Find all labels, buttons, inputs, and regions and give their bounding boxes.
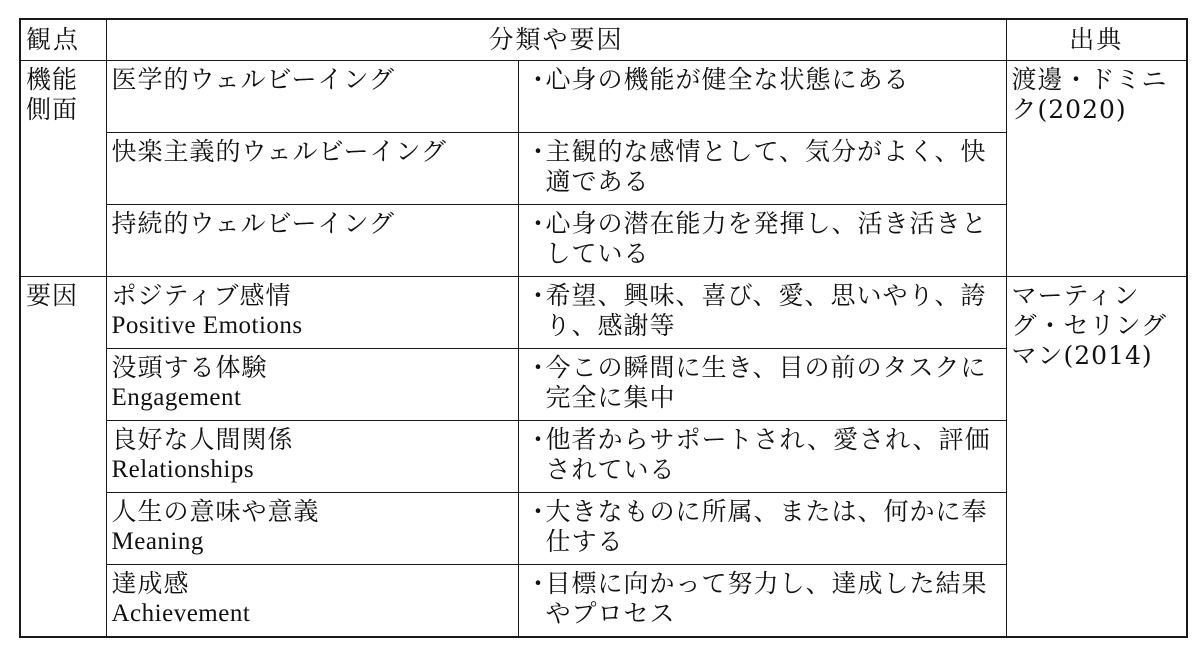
category-jp: 良好な人間関係 (111, 425, 294, 454)
description-text: 他者からサポートされ、愛され、評価されている (545, 425, 991, 484)
bullet: ・ (525, 569, 552, 598)
source-text: マーティング・セリングマン(2014) (1011, 281, 1168, 370)
source-text: 渡邊・ドミニク(2020) (1011, 65, 1168, 124)
category-jp: 医学的ウェルビーイング (111, 65, 396, 94)
category-jp: 没頭する体験 (111, 353, 268, 382)
category-cell (106, 133, 518, 205)
category-jp: 快楽主義的ウェルビーイング (111, 137, 448, 166)
category-cell (106, 277, 518, 349)
bullet: ・ (525, 425, 552, 454)
wellbeing-table (19, 18, 1188, 638)
category-jp: 人生の意味や意義 (111, 497, 320, 526)
description-cell (518, 205, 1006, 277)
category-cell (106, 349, 518, 421)
header-classification: 分類や要因 (106, 19, 1006, 61)
description-text: 今この瞬間に生き、目の前のタスクに完全に集中 (545, 353, 987, 412)
table-row (20, 61, 1187, 133)
viewpoint-label: 機能 側面 (26, 65, 79, 124)
category-cell (106, 205, 518, 277)
category-en: Meaning (111, 528, 204, 555)
category-cell (106, 421, 518, 493)
bullet: ・ (525, 209, 552, 238)
bullet: ・ (525, 281, 552, 310)
description-text: 心身の機能が健全な状態にある (545, 65, 910, 94)
header-viewpoint: 観点 (20, 19, 106, 61)
description-cell (518, 493, 1006, 565)
category-en: Engagement (111, 384, 242, 411)
category-cell (106, 565, 518, 637)
bullet: ・ (525, 137, 552, 166)
category-cell (106, 61, 518, 133)
bullet: ・ (525, 65, 552, 94)
source-watanabe (1006, 61, 1187, 277)
description-cell (518, 61, 1006, 133)
description-cell (518, 133, 1006, 205)
description-cell (518, 565, 1006, 637)
description-text: 心身の潜在能力を発揮し、活き活きとしている (545, 209, 988, 268)
description-text: 大きなものに所属、または、何かに奉仕する (545, 497, 988, 556)
category-jp: 達成感 (111, 569, 190, 598)
category-cell (106, 493, 518, 565)
category-jp: 持続的ウェルビーイング (111, 209, 396, 238)
header-source: 出典 (1006, 19, 1187, 61)
table-row (20, 277, 1187, 349)
category-en: Positive Emotions (111, 312, 303, 339)
bullet: ・ (525, 497, 552, 526)
viewpoint-function (20, 61, 106, 277)
category-en: Relationships (111, 456, 255, 483)
viewpoint-factor (20, 277, 106, 637)
source-seligman (1006, 277, 1187, 637)
description-text: 希望、興味、喜び、愛、思いやり、誇り、感謝等 (545, 281, 987, 340)
description-text: 主観的な感情として、気分がよく、快適である (545, 137, 987, 196)
description-cell (518, 277, 1006, 349)
bullet: ・ (525, 353, 552, 382)
description-text: 目標に向かって努力し、達成した結果やプロセス (545, 569, 988, 628)
category-jp: ポジティブ感情 (111, 281, 292, 310)
description-cell (518, 421, 1006, 493)
category-en: Achievement (111, 600, 251, 627)
header-row (20, 19, 1187, 61)
viewpoint-label: 要因 (26, 281, 79, 310)
description-cell (518, 349, 1006, 421)
